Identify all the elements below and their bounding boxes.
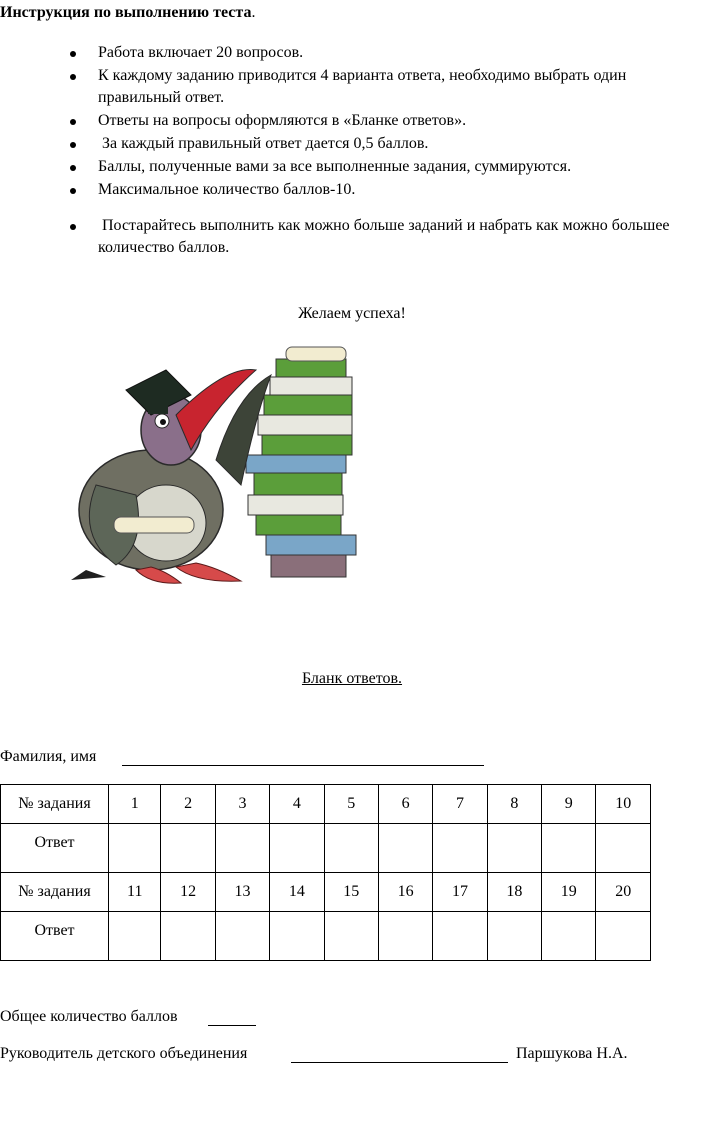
answer-cell[interactable] <box>109 824 161 873</box>
signature-line[interactable] <box>291 1062 508 1063</box>
answer-cell[interactable] <box>378 824 432 873</box>
list-item-text: Ответы на вопросы оформляются в «Бланке ответов». <box>98 112 467 129</box>
answer-cell[interactable] <box>596 912 651 961</box>
leader-label: Руководитель детского объединения <box>0 1045 248 1062</box>
task-number: 19 <box>542 873 596 912</box>
instruction-list <box>70 42 704 260</box>
bullet-icon <box>70 165 76 171</box>
list-item <box>70 42 704 64</box>
instruction-title-suffix: . <box>251 4 256 21</box>
task-number: 8 <box>487 785 541 824</box>
task-number: 4 <box>270 785 324 824</box>
instruction-title: Инструкция по выполнению теста <box>0 4 252 21</box>
task-number: 12 <box>161 873 215 912</box>
bullet-icon <box>70 119 76 125</box>
list-item <box>70 179 704 201</box>
table-row <box>1 824 651 873</box>
list-item <box>70 110 704 132</box>
table-row <box>1 873 651 912</box>
answer-cell[interactable] <box>378 912 432 961</box>
answer-cell[interactable] <box>433 912 487 961</box>
task-number: 11 <box>109 873 161 912</box>
answer-cell[interactable] <box>542 912 596 961</box>
answer-table <box>0 784 651 961</box>
answer-label: Ответ <box>1 912 109 961</box>
name-input-line[interactable] <box>122 765 484 766</box>
list-item-text: Баллы, полученные вами за все выполненные задания, суммируются. <box>98 158 572 175</box>
list-item-text: Постарайтесь выполнить как можно больше заданий и набрать как можно большее количество баллов. <box>98 217 674 256</box>
task-number: 14 <box>270 873 324 912</box>
bullet-icon <box>70 74 76 80</box>
answer-cell[interactable] <box>215 912 269 961</box>
answer-sheet-title: Бланк ответов. <box>301 670 403 687</box>
list-item <box>70 133 704 155</box>
task-number: 10 <box>596 785 651 824</box>
task-number: 15 <box>324 873 378 912</box>
task-number: 13 <box>215 873 269 912</box>
answer-cell[interactable] <box>109 912 161 961</box>
answer-label: Ответ <box>1 824 109 873</box>
task-number: 16 <box>378 873 432 912</box>
answer-cell[interactable] <box>433 824 487 873</box>
task-number: 9 <box>542 785 596 824</box>
instruction-heading <box>0 4 255 22</box>
task-number: 7 <box>433 785 487 824</box>
list-item <box>70 215 704 259</box>
task-number-label: № задания <box>1 873 109 912</box>
task-number: 3 <box>215 785 269 824</box>
task-number: 1 <box>109 785 161 824</box>
leader-name: Паршукова Н.А. <box>516 1045 628 1062</box>
name-label: Фамилия, имя <box>0 748 97 765</box>
task-number: 5 <box>324 785 378 824</box>
bullet-icon <box>70 142 76 148</box>
bird-with-books-icon <box>66 345 366 590</box>
answer-cell[interactable] <box>324 824 378 873</box>
list-item-text: К каждому заданию приводится 4 варианта ответа, необходимо выбрать один правильный ответ. <box>98 67 627 106</box>
total-score-line[interactable] <box>208 1025 256 1026</box>
bullet-icon <box>70 224 76 230</box>
task-number: 6 <box>378 785 432 824</box>
answer-cell[interactable] <box>270 824 324 873</box>
task-number: 17 <box>433 873 487 912</box>
answer-cell[interactable] <box>324 912 378 961</box>
list-item <box>70 65 704 109</box>
answer-cell[interactable] <box>487 912 541 961</box>
list-item-text: За каждый правильный ответ дается 0,5 баллов. <box>98 135 429 152</box>
bullet-icon <box>70 51 76 57</box>
list-item-text: Максимальное количество баллов-10. <box>98 181 356 198</box>
task-number: 18 <box>487 873 541 912</box>
answer-cell[interactable] <box>270 912 324 961</box>
list-item-text: Работа включает 20 вопросов. <box>98 44 304 61</box>
task-number-label: № задания <box>1 785 109 824</box>
answer-cell[interactable] <box>542 824 596 873</box>
table-row <box>1 785 651 824</box>
list-item <box>70 156 704 178</box>
answer-cell[interactable] <box>596 824 651 873</box>
wish-text: Желаем успеха! <box>298 305 406 322</box>
answer-cell[interactable] <box>487 824 541 873</box>
answer-cell[interactable] <box>161 824 215 873</box>
total-score-label: Общее количество баллов <box>0 1008 178 1025</box>
answer-cell[interactable] <box>215 824 269 873</box>
task-number: 20 <box>596 873 651 912</box>
task-number: 2 <box>161 785 215 824</box>
table-row <box>1 912 651 961</box>
bullet-icon <box>70 188 76 194</box>
answer-cell[interactable] <box>161 912 215 961</box>
